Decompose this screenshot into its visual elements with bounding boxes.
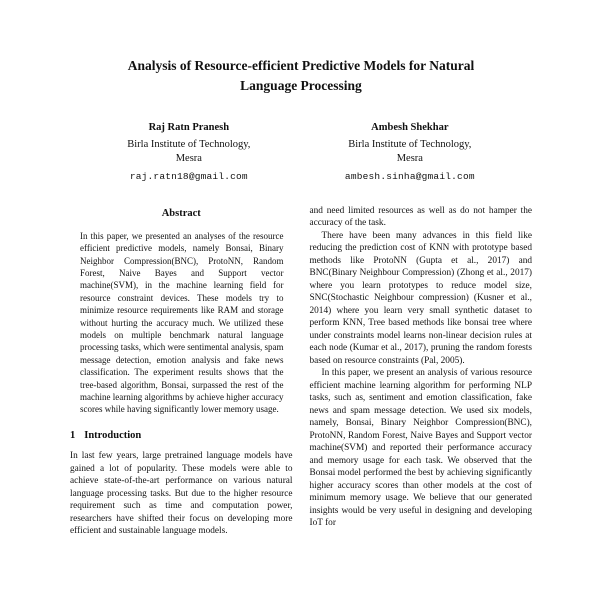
- body-paragraph-continuation: and need limited resources as well as do not hamper the accuracy of the task.: [309, 205, 532, 229]
- author-affiliation-line1: Birla Institute of Technology,: [348, 138, 472, 150]
- body-paragraph: In this paper, we present an analysis of various resource efficient machine learning algorithm for performing NLP tasks, such as, sentiment and emotion classification, fake news and spam message detection. We used six models, namely, Bonsai, Binary Neighbor Compression(BNC), ProtoNN, Random Forest, Naive Bayes and Support vector machine(SVM) and reported their performance accuracy and memory usage for each task. We observed that the Bonsai model performed the best by achieving significantly higher accuracy scores than other models at the cost of minimum memory usage. We believe that our generated insights would be very useful in designing and developing IoT for: [309, 368, 532, 529]
- author-block-2: [345, 121, 475, 183]
- author-affiliation-line2: Mesra: [175, 153, 202, 165]
- introduction-paragraph: In last few years, large pretrained language models have gained a lot of popularity. These models were able to achieve state-of-the-art performance on various natural language processing tasks. But due to the higher resource requirement such as time and computation power, researchers have shifted their focus on developing more efficient and sustainable language models.: [70, 451, 293, 536]
- section-heading-introduction: [70, 429, 293, 443]
- author-affiliation-line2: Mesra: [396, 153, 423, 165]
- author-name: Raj Ratn Pranesh: [148, 122, 230, 134]
- author-block-1: [127, 121, 250, 183]
- section-title: Introduction: [84, 429, 142, 441]
- abstract-heading: Abstract: [161, 207, 201, 219]
- author-email: raj.ratn18@gmail.com: [129, 170, 248, 182]
- left-column: [70, 205, 293, 538]
- authors-block: [80, 121, 522, 183]
- right-column: [310, 205, 533, 538]
- author-name: Ambesh Shekhar: [371, 122, 449, 134]
- body-paragraph: There have been many advances in this field like reducing the prediction cost of KNN with prototype based methods like ProtoNN (Gupta et al., 2017) and BNC(Binary Neighbour Compression) (Zhong et al., 2017) where you learn prototypes to reduce model size, SNC(Stochastic Neighbour compression) (Kusner et al., 2014) where you learn very small synthetic dataset to perform KNN, Tree based methods like bonsai tree where under constraints model learns non-linear decision rules at each node (Kumar et al., 2017), pruning the random forests based on resource constraints (Pal, 2005).: [309, 230, 532, 366]
- abstract-text: In this paper, we presented an analyses of the resource efficient predictive models, namely Bonsai, Binary Neighbor Compression(BNC), ProtoNN, Random Forest, Naive Bayes and Support vector machine(SVM), in the machine learning field for resource constraint devices. These models try to minimize resource requirements like RAM and storage without hurting the accuracy much. We utilized these models on multiple benchmark natural language processing tasks, which were sentimental analysis, spam message detection, emotion analysis and fake news classification. The experiment results shows that the tree-based algorithm, Bonsai, surpassed the rest of the machine learning algorithms by achieve higher accuracy scores while having significantly lower memory usage.: [80, 230, 284, 415]
- author-email: ambesh.sinha@gmail.com: [344, 170, 475, 182]
- author-affiliation-line1: Birla Institute of Technology,: [127, 138, 251, 150]
- section-number: 1: [70, 429, 76, 441]
- paper-title: Analysis of Resource-efficient Predictive Models for Natural Language Processing: [127, 58, 475, 93]
- two-column-body: [70, 205, 532, 538]
